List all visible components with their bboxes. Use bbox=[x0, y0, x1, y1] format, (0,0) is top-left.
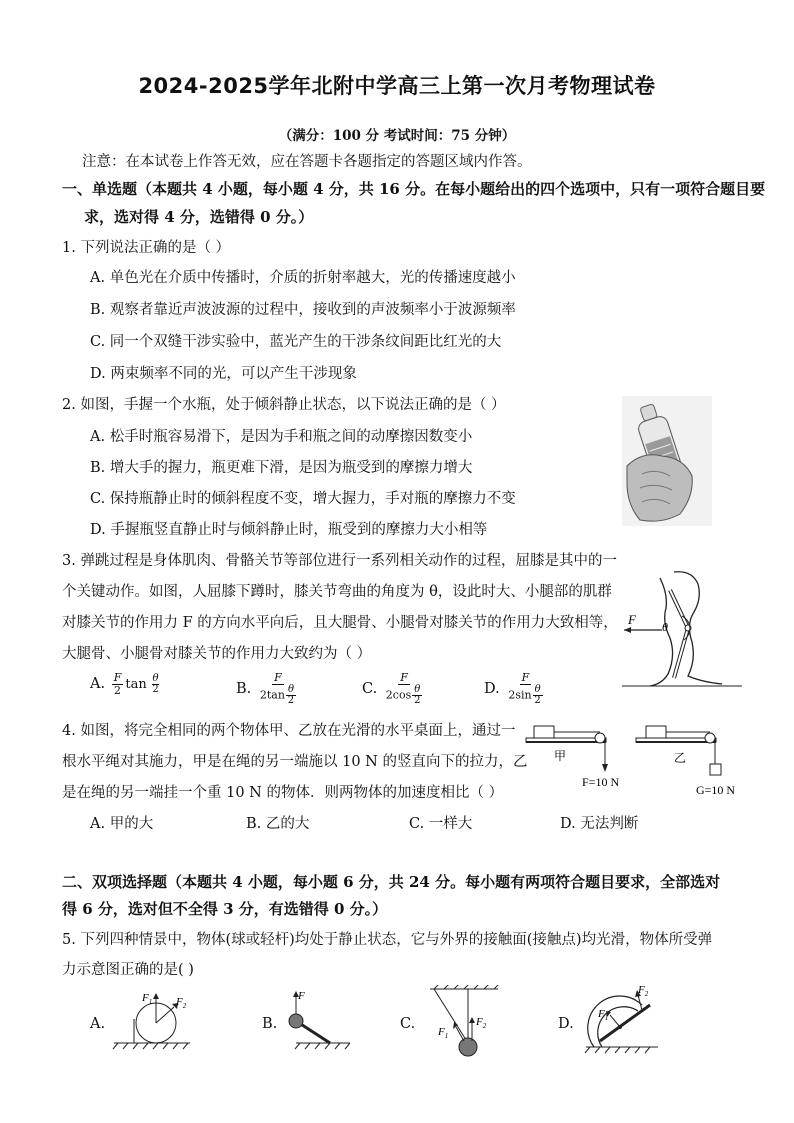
yi-label: 乙 bbox=[674, 751, 687, 765]
knee-figure bbox=[622, 568, 742, 690]
q3-line2: 个关键动作。如图，人屈膝下蹲时，膝关节弯曲的角度为 θ，设此时大、小腿部的肌群 bbox=[62, 584, 612, 600]
q2-stem: 2. 如图，手握一个水瓶，处于倾斜静止状态，以下说法正确的是（ ） bbox=[62, 397, 506, 413]
q3-line4: 大腿骨、小腿骨对膝关节的作用力大致约为（ ） bbox=[62, 646, 372, 662]
q3-line1: 3. 弹跳过程是身体肌肉、骨骼关节等部位进行一系列相关动作的过程，屈膝是其中的一 bbox=[62, 553, 617, 569]
q4-line3: 是在绳的另一端挂一个重 10 N 的物体．则两物体的加速度相比（ ） bbox=[62, 785, 504, 801]
q4-line1: 4. 如图，将完全相同的两个物体甲、乙放在光滑的水平桌面上，通过一 bbox=[62, 723, 516, 739]
svg-text:F1: $F_1$ bbox=[438, 1026, 449, 1040]
q4-option-b: B. 乙的大 bbox=[246, 816, 310, 832]
force-label: F=10 N bbox=[582, 775, 620, 789]
q2-option-a: A. 松手时瓶容易滑下，是因为手和瓶之间的动摩擦因数变小 bbox=[90, 429, 473, 445]
svg-text:F2: $F_2$ bbox=[476, 1016, 487, 1030]
q1-option-c: C. 同一个双缝干涉实验中，蓝光产生的干涉条纹间距比红光的大 bbox=[90, 334, 502, 350]
q5-figure-c bbox=[420, 985, 510, 1060]
q1-option-a: A. 单色光在介质中传播时，介质的折射率越大，光的传播速度越小 bbox=[90, 270, 516, 286]
q3-option-a: A. $\frac{F}{2}$ tan $\frac{\theta}{2}$ bbox=[90, 671, 159, 697]
q5-option-c-label: C. bbox=[400, 1016, 416, 1032]
notice: 注意：在本试卷上作答无效，应在答题卡各题指定的答题区域内作答。 bbox=[82, 154, 532, 170]
q1-option-b: B. 观察者靠近声波波源的过程中，接收到的声波频率小于波源频率 bbox=[90, 302, 516, 318]
q5-figure-b bbox=[280, 985, 360, 1053]
svg-text:F1: $F_1$ bbox=[598, 1008, 609, 1022]
q4-line2: 根水平绳对其施力，甲是在绳的另一端施以 10 N 的竖直向下的拉力，乙 bbox=[62, 754, 528, 770]
section2-header-line2: 得 6 分，选对但不全得 3 分，有选错得 0 分。） bbox=[62, 900, 388, 918]
pulley-figure bbox=[524, 722, 750, 804]
exam-title: 2024-2025学年北附中学高三上第一次月考物理试卷 bbox=[138, 74, 656, 98]
q5-line1: 5. 下列四种情景中，物体(球或轻杆)均处于静止状态，它与外界的接触面(接触点)均光滑，物体所受弹 bbox=[62, 932, 713, 948]
svg-text:F2: $F_2$ bbox=[638, 984, 649, 998]
svg-text:F1: $F_1$ bbox=[142, 992, 153, 1006]
q1-stem: 1. 下列说法正确的是（ ） bbox=[62, 240, 231, 256]
q4-option-d: D. 无法判断 bbox=[560, 816, 639, 832]
jia-label: 甲 bbox=[554, 749, 567, 763]
svg-text:F: F bbox=[298, 990, 305, 1002]
knee-angle-label: θ bbox=[662, 620, 668, 634]
knee-force-label: F bbox=[628, 612, 636, 627]
q2-option-b: B. 增大手的握力，瓶更难下滑，是因为瓶受到的摩擦力增大 bbox=[90, 460, 473, 476]
q3-option-c: C. F 2cos $\frac{\theta}{2}$ bbox=[362, 671, 421, 706]
svg-text:F2: $F_2$ bbox=[176, 996, 187, 1010]
exam-info: （满分：100 分 考试时间：75 分钟） bbox=[278, 128, 516, 144]
q5-option-d-label: D. bbox=[558, 1016, 574, 1032]
q2-option-d: D. 手握瓶竖直静止时与倾斜静止时，瓶受到的摩擦力大小相等 bbox=[90, 522, 488, 538]
q5-figure-a bbox=[110, 985, 200, 1053]
section1-header-line1: 一、单选题（本题共 4 小题，每小题 4 分，共 16 分。在每小题给出的四个选项中，只有一项符合题目要 bbox=[62, 180, 766, 198]
q3-option-b: B. F 2tan $\frac{\theta}{2}$ bbox=[236, 671, 295, 706]
q2-option-c: C. 保持瓶静止时的倾斜程度不变，增大握力，手对瓶的摩擦力不变 bbox=[90, 491, 516, 507]
q3-line3: 对膝关节的作用力 F 的方向水平向后，且大腿骨、小腿骨对膝关节的作用力大致相等， bbox=[62, 615, 618, 631]
hand-bottle-photo bbox=[622, 396, 712, 526]
q1-option-d: D. 两束频率不同的光，可以产生干涉现象 bbox=[90, 366, 357, 382]
q5-option-a-label: A. bbox=[90, 1016, 106, 1032]
q5-option-b-label: B. bbox=[262, 1016, 278, 1032]
q4-option-a: A. 甲的大 bbox=[90, 816, 154, 832]
q4-option-c: C. 一样大 bbox=[409, 816, 473, 832]
weight-label: G=10 N bbox=[696, 783, 736, 797]
section1-header-line2: 求，选对得 4 分，选错得 0 分。） bbox=[84, 208, 314, 226]
q5-figure-d bbox=[580, 983, 680, 1058]
q3-option-d: D. F 2sin $\frac{\theta}{2}$ bbox=[484, 671, 541, 706]
q5-line2: 力示意图正确的是( ) bbox=[62, 962, 194, 978]
section2-header-line1: 二、双项选择题（本题共 4 小题，每小题 6 分，共 24 分。每小题有两项符合题目要求，全部选对 bbox=[62, 873, 721, 891]
